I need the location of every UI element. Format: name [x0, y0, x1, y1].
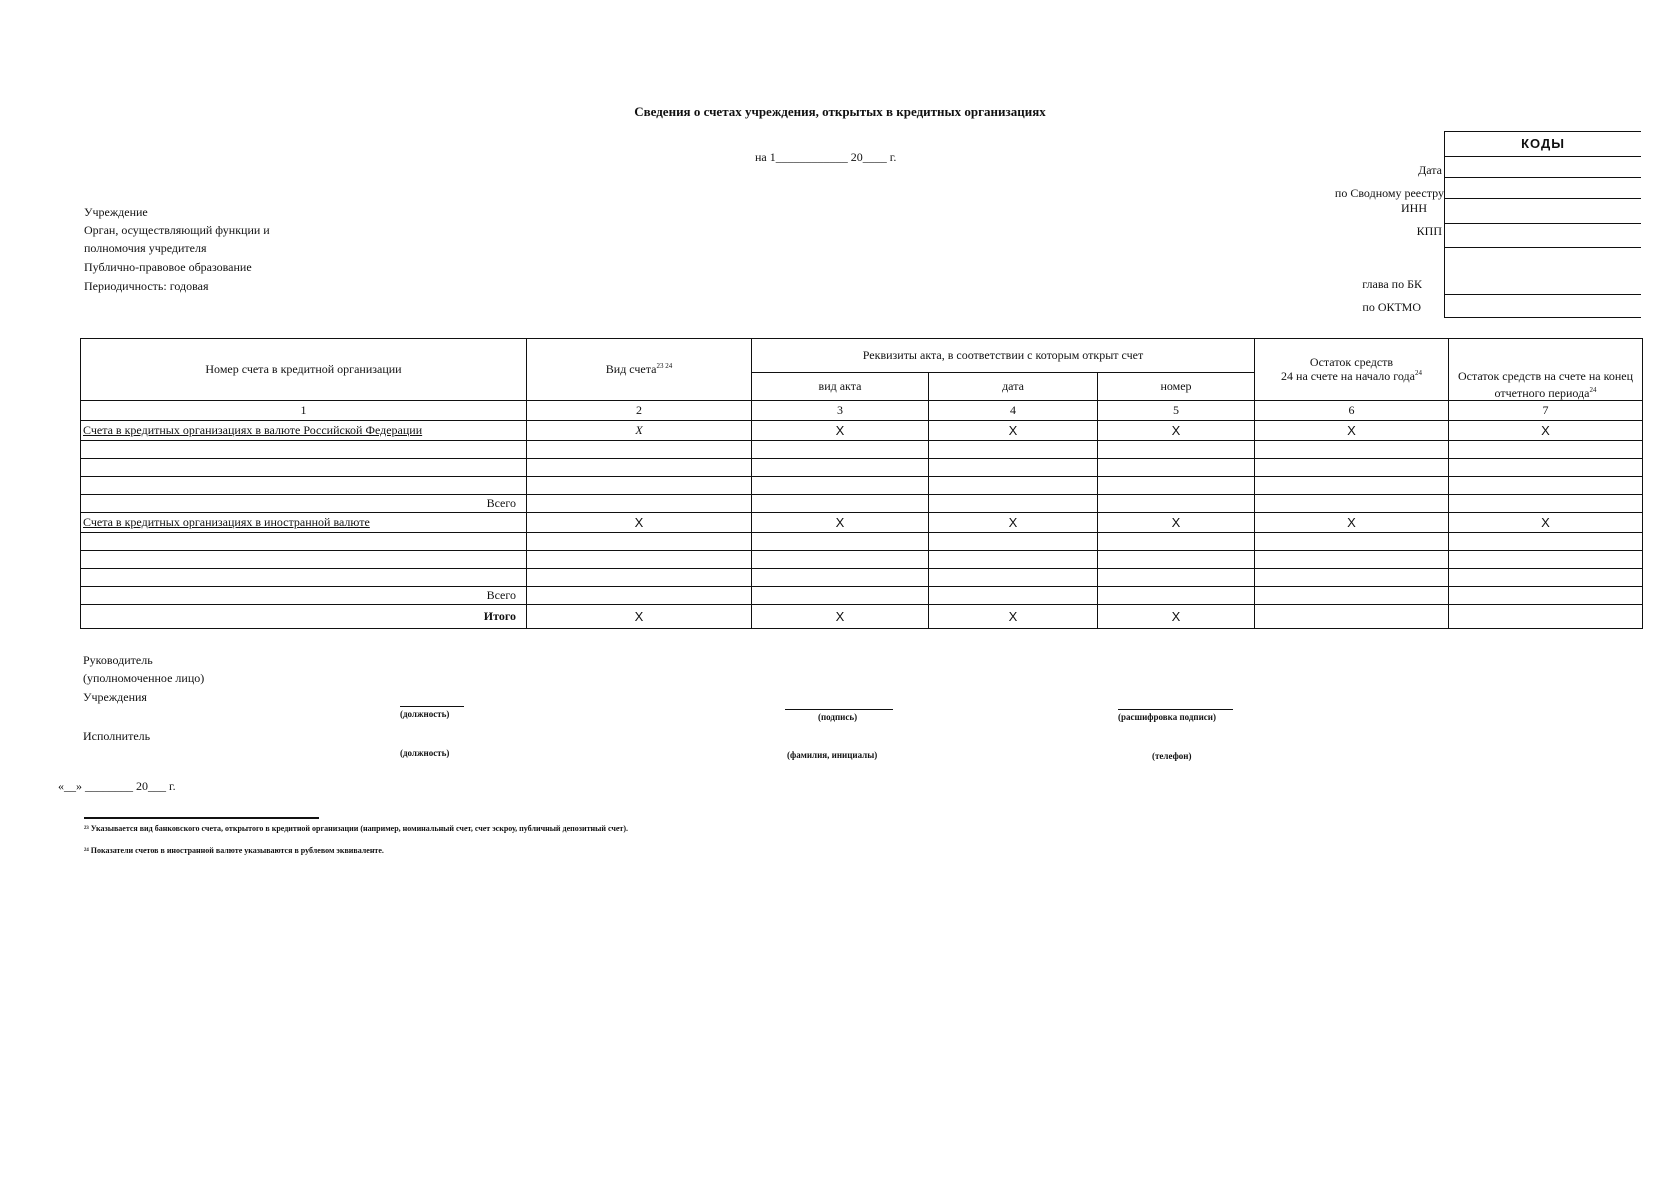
col-number: 1: [81, 401, 527, 421]
code-cell-glava[interactable]: [1445, 248, 1641, 295]
header-act-date: дата: [929, 373, 1098, 401]
x-mark: X: [1449, 421, 1643, 441]
footnote-24: ²⁴ Показатели счетов в иностранной валюте указываются в рублевом эквиваленте.: [84, 846, 384, 855]
x-mark: X: [1098, 513, 1255, 533]
code-cell-inn[interactable]: [1445, 199, 1641, 224]
head-label-1: Руководитель: [83, 653, 153, 667]
header-act-details: Реквизиты акта, в соответствии с которым открыт счет: [752, 339, 1255, 373]
x-mark: X: [752, 421, 929, 441]
x-mark: X: [1255, 513, 1449, 533]
table-row[interactable]: [81, 533, 1643, 551]
report-date-line: на 1____________ 20____ г.: [755, 150, 897, 164]
x-mark: X: [527, 513, 752, 533]
label-founder-body: Орган, осуществляющий функции и: [84, 223, 270, 237]
x-mark: X: [1255, 421, 1449, 441]
grand-total-row: [81, 605, 1643, 629]
col-number: 5: [1098, 401, 1255, 421]
executor-name-caption: (фамилия, инициалы): [787, 750, 878, 760]
total-label: Всего: [81, 495, 527, 513]
codes-block: [1444, 131, 1641, 318]
label-oktmo: по ОКТМО: [1362, 300, 1421, 314]
x-mark: X: [1098, 605, 1255, 629]
label-glava: глава по БК: [1362, 277, 1422, 291]
section-foreign-row: [81, 513, 1643, 533]
label-inn: ИНН: [1401, 201, 1427, 215]
signature-caption: (подпись): [818, 712, 858, 722]
header-act-type: вид акта: [752, 373, 929, 401]
head-label-2: (уполномоченное лицо): [83, 671, 205, 685]
section-foreign-label: Счета в кредитных организациях в иностранной валюте: [81, 513, 527, 533]
section-rub-total-row: [81, 495, 1643, 513]
column-number-row: [81, 401, 1643, 421]
label-institution: Учреждение: [84, 205, 148, 219]
grand-total-label: Итого: [81, 605, 527, 629]
total-label: Всего: [81, 587, 527, 605]
code-cell-oktmo[interactable]: [1445, 295, 1641, 318]
accounts-table: [80, 338, 1643, 629]
head-label-3: Учреждения: [83, 690, 147, 704]
date-stamp: «__» ________ 20___ г.: [58, 779, 176, 793]
x-mark: X: [752, 513, 929, 533]
label-date: Дата: [1418, 163, 1442, 177]
x-mark: X: [527, 421, 752, 441]
executor-label: Исполнитель: [83, 729, 151, 743]
section-rub-label: Счета в кредитных организациях в валюте Российской Федерации: [81, 421, 527, 441]
grand-total-balance-start[interactable]: [1255, 605, 1449, 629]
code-cell-registry[interactable]: [1445, 178, 1641, 199]
header-balance-end: Остаток средств на счете на конец отчетного периода$^{24}$: [1449, 339, 1643, 401]
header-account-number: Номер счета в кредитной организации: [81, 339, 527, 401]
section-foreign-total-row: [81, 587, 1643, 605]
position-line: [400, 706, 464, 707]
x-mark: X: [929, 421, 1098, 441]
col-number: 7: [1449, 401, 1643, 421]
executor-position-caption: (должность): [400, 748, 450, 758]
table-row[interactable]: [81, 441, 1643, 459]
footnote-23: ²³ Указывается вид банковского счета, открытого в кредитной организации (например, номинальный счет, счет эскроу, публичный депозитный счет).: [84, 824, 629, 833]
x-mark: X: [929, 605, 1098, 629]
header-balance-start: Остаток средств 24 на счете на начало года$^{24}$: [1255, 339, 1449, 401]
codes-header: КОДЫ: [1445, 131, 1641, 157]
label-registry: по Сводному реестру: [1334, 186, 1444, 200]
phone-caption: (телефон): [1152, 751, 1192, 761]
table-row[interactable]: [81, 551, 1643, 569]
x-mark: X: [1449, 513, 1643, 533]
grand-total-balance-end[interactable]: [1449, 605, 1643, 629]
page-title: Сведения о счетах учреждения, открытых в кредитных организациях: [634, 104, 1046, 119]
table-row[interactable]: [81, 459, 1643, 477]
x-mark: X: [1098, 421, 1255, 441]
label-kpp: КПП: [1416, 224, 1442, 238]
position-caption: (должность): [400, 709, 450, 719]
x-mark: X: [752, 605, 929, 629]
col-number: 2: [527, 401, 752, 421]
footnote-separator: [84, 817, 319, 819]
col-number: 4: [929, 401, 1098, 421]
code-cell-kpp[interactable]: [1445, 224, 1641, 248]
col-number: 3: [752, 401, 929, 421]
x-mark: X: [527, 605, 752, 629]
table-row[interactable]: [81, 477, 1643, 495]
signature-line: [785, 709, 893, 710]
x-mark: X: [929, 513, 1098, 533]
label-public-entity: Публично-правовое образование: [84, 260, 252, 274]
code-cell-date[interactable]: [1445, 157, 1641, 178]
col-number: 6: [1255, 401, 1449, 421]
decoding-caption: (расшифровка подписи): [1118, 712, 1216, 722]
decoding-line: [1118, 709, 1233, 710]
label-periodicity: Периодичность: годовая: [84, 279, 209, 293]
label-founder-powers: полномочия учредителя: [84, 241, 207, 255]
table-row[interactable]: [81, 569, 1643, 587]
header-act-number: номер: [1098, 373, 1255, 401]
section-rub-row: [81, 421, 1643, 441]
header-account-type: Вид счета$^{23 24}$: [527, 339, 752, 401]
